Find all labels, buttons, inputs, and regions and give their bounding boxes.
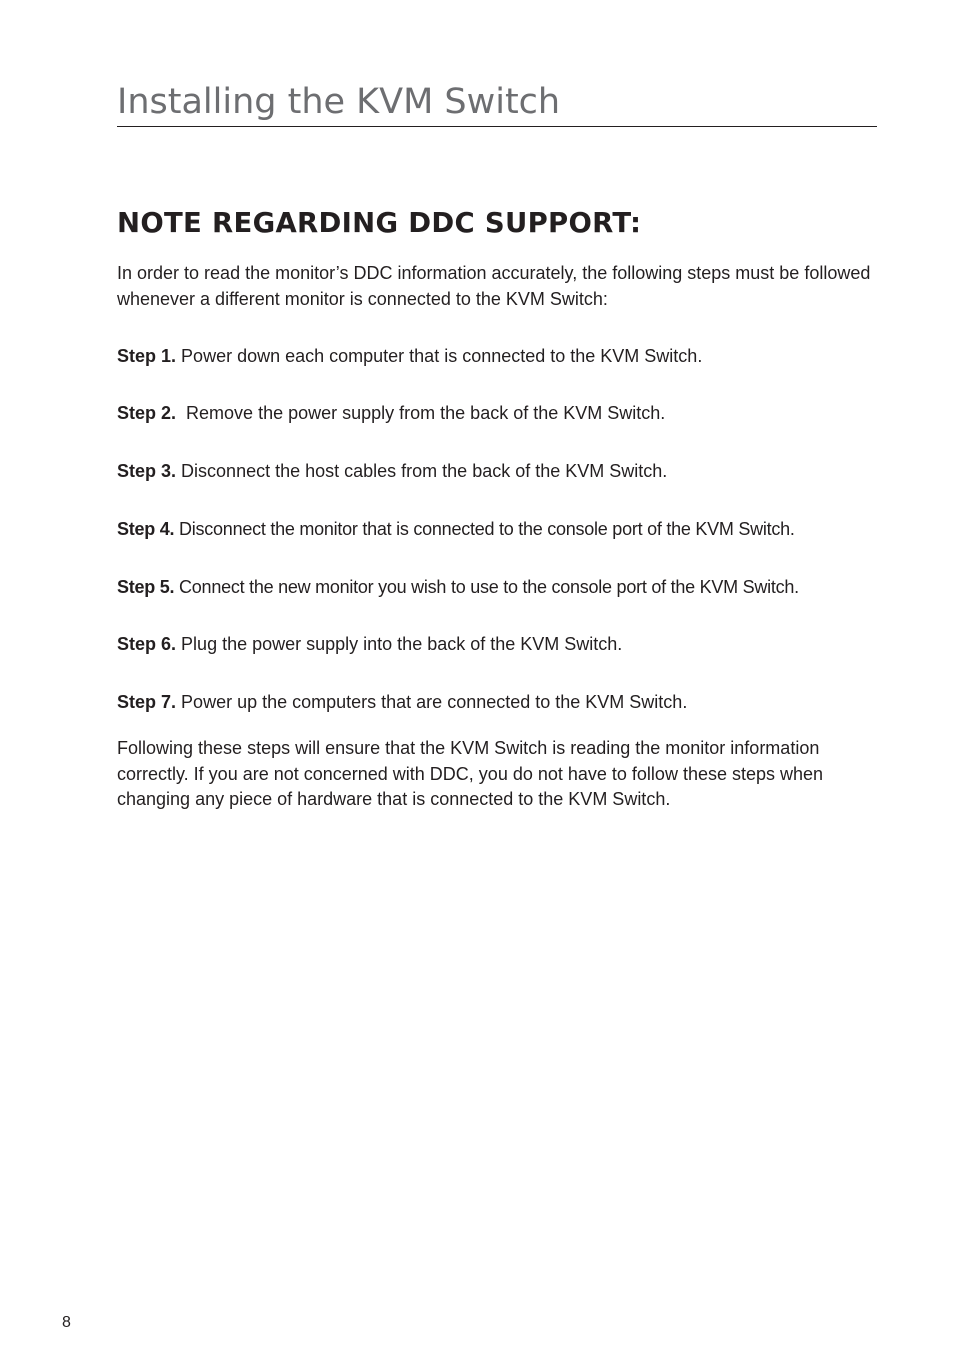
step-label: Step 5.	[117, 577, 175, 597]
step-label: Step 1.	[117, 346, 177, 366]
step-label: Step 4.	[117, 519, 175, 539]
step-text: Disconnect the monitor that is connected to the console port of the KVM Switch.	[179, 519, 795, 539]
step-text: Power down each computer that is connected to the KVM Switch.	[181, 346, 703, 366]
title-divider	[117, 126, 877, 127]
step-item	[117, 517, 897, 542]
step-item	[117, 401, 897, 426]
outro-paragraph: Following these steps will ensure that the KVM Switch is reading the monitor information correctly. If you are not concerned with DDC, you do not have to follow these steps when changing any piece of hardware that is connected to the KVM Switch.	[117, 738, 824, 809]
step-text: Remove the power supply from the back of the KVM Switch.	[186, 403, 666, 423]
page-title: Installing the KVM Switch	[117, 82, 561, 122]
step-item	[117, 459, 897, 484]
step-label: Step 3.	[117, 461, 177, 481]
step-text: Power up the computers that are connected to the KVM Switch.	[181, 692, 688, 712]
step-item	[117, 344, 897, 369]
intro-paragraph: In order to read the monitor’s DDC information accurately, the following steps must be followed whenever a different monitor is connected to the KVM Switch:	[117, 263, 871, 309]
section-heading: NOTE REGARDING DDC SUPPORT:	[117, 207, 642, 239]
step-text: Disconnect the host cables from the back of the KVM Switch.	[181, 461, 668, 481]
page-number: 8	[62, 1314, 71, 1331]
step-label: Step 7.	[117, 692, 177, 712]
step-item	[117, 632, 897, 657]
step-label: Step 2.	[117, 403, 177, 423]
step-item	[117, 690, 897, 715]
step-text: Connect the new monitor you wish to use to the console port of the KVM Switch.	[179, 577, 799, 597]
step-label: Step 6.	[117, 634, 177, 654]
step-text: Plug the power supply into the back of the KVM Switch.	[181, 634, 623, 654]
step-item	[117, 575, 897, 600]
